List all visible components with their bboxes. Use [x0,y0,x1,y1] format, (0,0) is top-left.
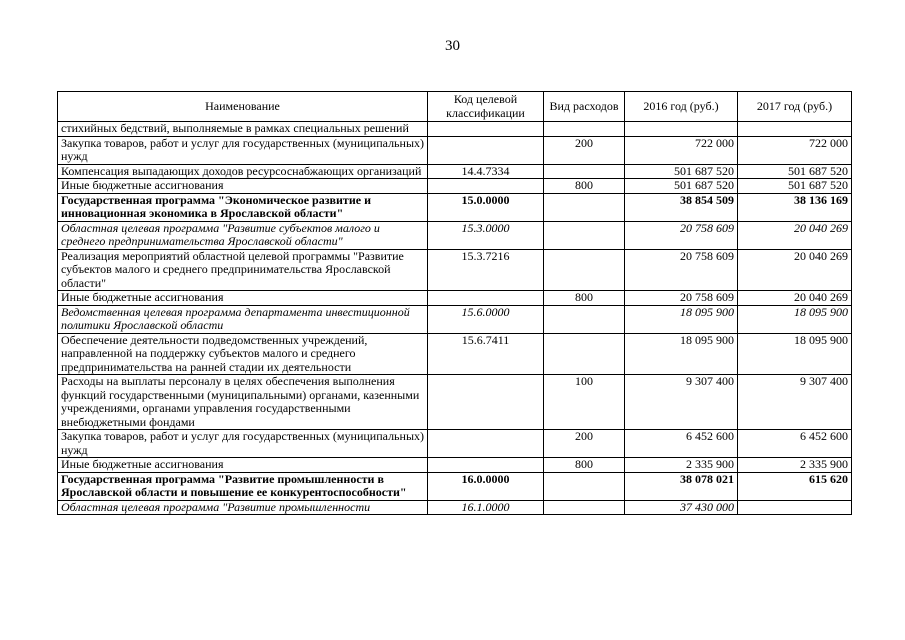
table-row [58,193,852,221]
cell-type [544,193,625,221]
cell-type: 800 [544,458,625,473]
table-body [58,122,852,515]
cell-type: 800 [544,179,625,194]
cell-y2017: 18 095 900 [738,305,852,333]
cell-y2017: 20 040 269 [738,291,852,306]
cell-name: Государственная программа "Развитие промышленности в Ярославской области и повышение ее конкурентоспособности" [58,472,428,500]
cell-name: Обеспечение деятельности подведомственных учреждений, направленной на поддержку субъектов малого и среднего предпринимательства на ранней стадии их деятельности [58,333,428,375]
cell-code: 15.6.0000 [428,305,544,333]
cell-code [428,375,544,430]
cell-name: Ведомственная целевая программа департамента инвестиционной политики Ярославской области [58,305,428,333]
cell-code: 16.0.0000 [428,472,544,500]
cell-y2017: 2 335 900 [738,458,852,473]
header-name: Наименование [58,92,428,122]
cell-y2016: 37 430 000 [625,500,738,515]
cell-y2016: 501 687 520 [625,164,738,179]
table-row [58,179,852,194]
cell-y2017: 9 307 400 [738,375,852,430]
table-row [58,221,852,249]
cell-y2016: 722 000 [625,136,738,164]
cell-type [544,472,625,500]
table-row [58,500,852,515]
cell-y2016: 2 335 900 [625,458,738,473]
table-row [58,472,852,500]
cell-type: 200 [544,136,625,164]
table-row [58,458,852,473]
cell-type: 200 [544,430,625,458]
cell-name: Компенсация выпадающих доходов ресурсоснабжающих организаций [58,164,428,179]
budget-table [57,91,852,515]
cell-code: 15.3.7216 [428,249,544,291]
cell-code: 14.4.7334 [428,164,544,179]
page-number: 30 [445,38,460,54]
cell-y2016: 18 095 900 [625,333,738,375]
cell-y2016: 38 078 021 [625,472,738,500]
table-row [58,291,852,306]
cell-name: стихийных бедствий, выполняемые в рамках специальных решений [58,122,428,137]
cell-y2017: 501 687 520 [738,164,852,179]
cell-y2017: 20 040 269 [738,221,852,249]
cell-name: Расходы на выплаты персоналу в целях обеспечения выполнения функций государственными (муниципальными) органами, казенными учреждениями, органами управления государственными внебюджетными фондами [58,375,428,430]
cell-y2016: 9 307 400 [625,375,738,430]
cell-y2016: 18 095 900 [625,305,738,333]
cell-code [428,136,544,164]
cell-name: Областная целевая программа "Развитие промышленности [58,500,428,515]
cell-y2017: 501 687 520 [738,179,852,194]
cell-y2017: 722 000 [738,136,852,164]
cell-name: Иные бюджетные ассигнования [58,291,428,306]
cell-code [428,291,544,306]
cell-type [544,305,625,333]
cell-code: 15.3.0000 [428,221,544,249]
cell-code [428,179,544,194]
cell-type: 800 [544,291,625,306]
cell-y2017 [738,500,852,515]
table-row [58,164,852,179]
cell-name: Иные бюджетные ассигнования [58,458,428,473]
header-2017: 2017 год (руб.) [738,92,852,122]
cell-y2016: 6 452 600 [625,430,738,458]
cell-y2017: 615 620 [738,472,852,500]
cell-code [428,430,544,458]
cell-y2016: 38 854 509 [625,193,738,221]
cell-y2016: 20 758 609 [625,291,738,306]
cell-y2017: 18 095 900 [738,333,852,375]
cell-type [544,500,625,515]
cell-code: 16.1.0000 [428,500,544,515]
table-row [58,122,852,137]
cell-code: 15.6.7411 [428,333,544,375]
cell-y2017: 6 452 600 [738,430,852,458]
cell-name: Закупка товаров, работ и услуг для государственных (муниципальных) нужд [58,430,428,458]
table-row [58,430,852,458]
header-type: Вид расходов [544,92,625,122]
cell-code: 15.0.0000 [428,193,544,221]
table-row [58,249,852,291]
cell-type [544,122,625,137]
cell-y2017: 38 136 169 [738,193,852,221]
cell-y2016 [625,122,738,137]
header-code: Код целевой классификации [428,92,544,122]
cell-type: 100 [544,375,625,430]
header-2016: 2016 год (руб.) [625,92,738,122]
cell-y2016: 20 758 609 [625,249,738,291]
cell-name: Закупка товаров, работ и услуг для государственных (муниципальных) нужд [58,136,428,164]
table-row [58,333,852,375]
table-row [58,375,852,430]
table-row [58,305,852,333]
cell-name: Областная целевая программа "Развитие субъектов малого и среднего предпринимательства Ярославской области" [58,221,428,249]
table-row [58,136,852,164]
cell-name: Иные бюджетные ассигнования [58,179,428,194]
cell-type [544,164,625,179]
cell-y2016: 501 687 520 [625,179,738,194]
cell-name: Реализация мероприятий областной целевой программы "Развитие субъектов малого и среднего предпринимательства Ярославской области" [58,249,428,291]
table-header-row [58,92,852,122]
cell-type [544,221,625,249]
cell-y2016: 20 758 609 [625,221,738,249]
cell-code [428,122,544,137]
cell-code [428,458,544,473]
cell-type [544,333,625,375]
cell-type [544,249,625,291]
cell-y2017 [738,122,852,137]
cell-name: Государственная программа "Экономическое развитие и инновационная экономика в Ярославской области" [58,193,428,221]
cell-y2017: 20 040 269 [738,249,852,291]
